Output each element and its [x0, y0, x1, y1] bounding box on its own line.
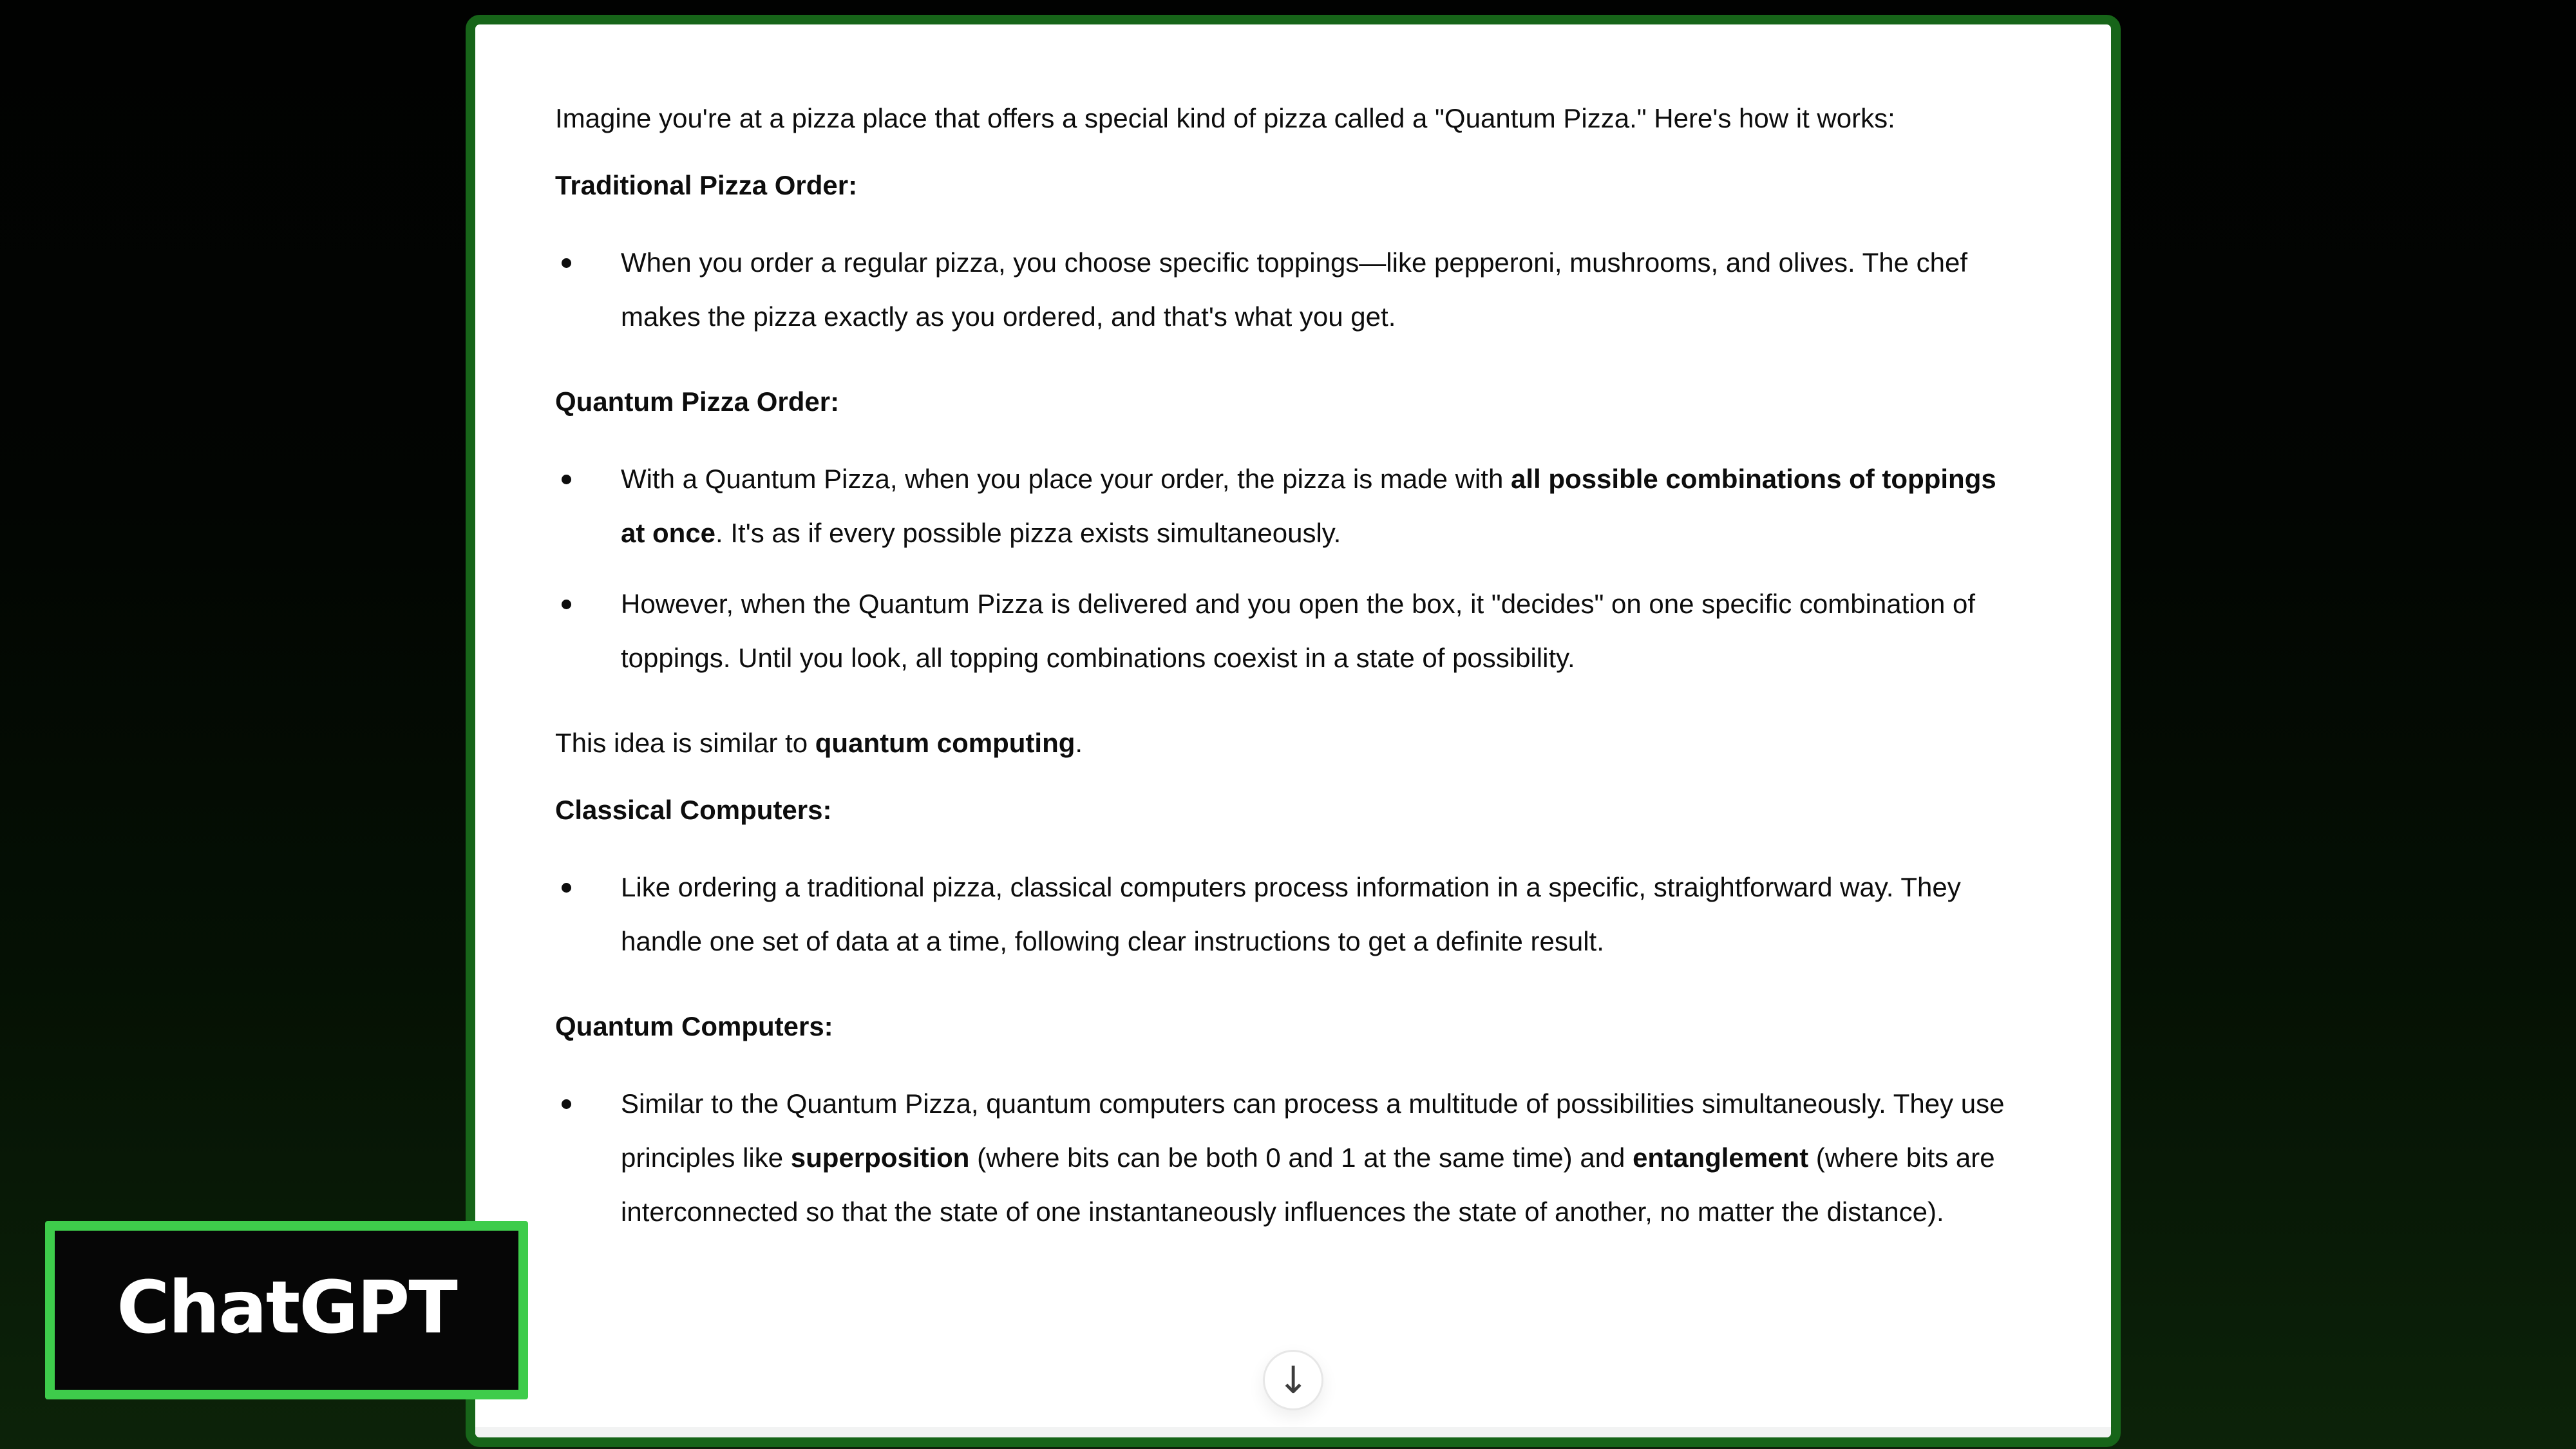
bullet-item	[555, 1077, 2014, 1239]
text-run: With a Quantum Pizza, when you place your order, the pizza is made with	[621, 464, 1511, 494]
chatgpt-logo-text: ChatGPT	[117, 1265, 457, 1350]
bullet-item	[555, 236, 2014, 344]
arrow-down-icon: ↓	[1277, 1358, 1309, 1402]
bullet-item	[555, 577, 2014, 685]
text-run: .	[1075, 728, 1083, 758]
text-run: (where bits can be both 0 and 1 at the same time) and	[969, 1142, 1633, 1173]
bullet-list	[555, 236, 2014, 344]
bold-text-run: Traditional Pizza Order:	[555, 170, 858, 200]
bullet-list	[555, 860, 2014, 969]
text-run: This idea is similar to	[555, 728, 815, 758]
bold-text-run: entanglement	[1633, 1142, 1809, 1173]
bold-text-run: Quantum Computers:	[555, 1011, 833, 1041]
text-run: Imagine you're at a pizza place that offers a special kind of pizza called a "Quantum Pizza." Here's how it works:	[555, 103, 1895, 133]
text-run: Similar to the Quantum Pizza, quantum computers can process a multitude of possibilities simultaneously. They use principles like	[621, 1088, 2005, 1173]
section-heading	[555, 999, 2014, 1054]
section-heading	[555, 158, 2014, 213]
section-heading	[555, 375, 2014, 429]
bullet-list	[555, 452, 2014, 685]
chatgpt-logo-badge	[45, 1221, 528, 1399]
scroll-to-bottom-button[interactable]	[1263, 1350, 1323, 1410]
text-run: (where bits are interconnected so that the state of one instantaneously influences the state of another, no matter the distance).	[621, 1142, 1995, 1227]
panel-footer-strip	[475, 1427, 2111, 1437]
paragraph	[555, 91, 2014, 146]
paragraph	[555, 716, 2014, 770]
text-run: When you order a regular pizza, you choose specific toppings—like pepperoni, mushrooms, and olives. The chef makes the pizza exactly as you ordered, and that's what you get.	[621, 247, 1968, 332]
text-run: . It's as if every possible pizza exists simultaneously.	[715, 518, 1341, 548]
bold-text-run: all possible combinations of toppings at once	[621, 464, 1996, 548]
bold-text-run: quantum computing	[815, 728, 1075, 758]
bold-text-run: Quantum Pizza Order:	[555, 386, 840, 417]
section-heading	[555, 783, 2014, 837]
bold-text-run: Classical Computers:	[555, 795, 832, 825]
assistant-message	[475, 24, 2111, 1437]
chat-screenshot-panel	[466, 15, 2121, 1447]
bullet-list	[555, 1077, 2014, 1239]
bold-text-run: superposition	[790, 1142, 970, 1173]
bullet-item	[555, 452, 2014, 560]
text-run: Like ordering a traditional pizza, classical computers process information in a specific, straightforward way. They handle one set of data at a time, following clear instructions to get a definite result.	[621, 872, 1961, 956]
bullet-item	[555, 860, 2014, 969]
text-run: However, when the Quantum Pizza is delivered and you open the box, it "decides" on one specific combination of toppings. Until you look, all topping combinations coexist in a state of possibility.	[621, 589, 1976, 673]
